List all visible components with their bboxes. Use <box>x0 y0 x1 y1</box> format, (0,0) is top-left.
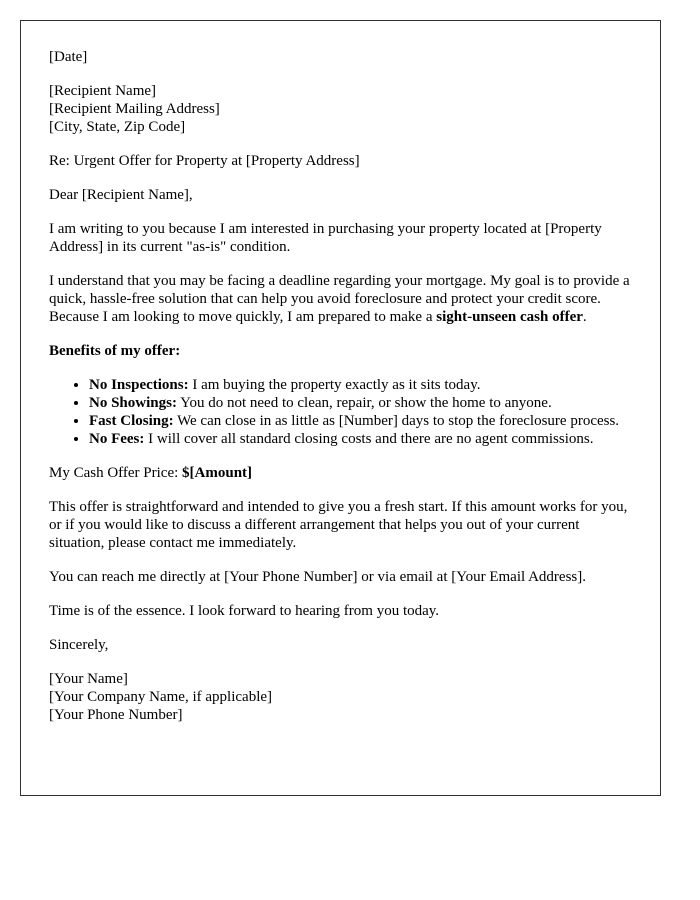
goal-paragraph-text: I understand that you may be facing a deadline regarding your mortgage. My goal is to provide a quick, hassle-free solution that can help you avoid foreclosure and protect your credit score. Because I am looking to move quickly, I am prepared to make a <box>49 273 630 325</box>
benefit-label: No Fees: <box>89 431 145 447</box>
benefit-item-no-showings <box>89 394 632 412</box>
benefits-heading-text: Benefits of my offer: <box>49 343 181 359</box>
benefit-label: Fast Closing: <box>89 413 174 429</box>
sender-name: [Your Name] <box>49 671 128 687</box>
urgency-paragraph: Time is of the essence. I look forward to hearing from you today. <box>49 603 440 619</box>
offer-price-label: My Cash Offer Price: <box>49 465 183 481</box>
subject-line: Re: Urgent Offer for Property at [Property Address] <box>49 153 360 169</box>
salutation: Dear [Recipient Name], <box>49 187 193 203</box>
benefit-item-no-fees <box>89 430 632 448</box>
benefit-label: No Showings: <box>89 395 177 411</box>
benefit-text: I will cover all standard closing costs and there are no agent commissions. <box>144 431 594 447</box>
sign-off: Sincerely, <box>49 637 109 653</box>
recipient-block <box>49 82 632 136</box>
benefit-text: We can close in as little as [Number] days to stop the foreclosure process. <box>173 413 620 429</box>
goal-paragraph <box>49 272 632 326</box>
goal-paragraph-bold: sight-unseen cash offer <box>436 309 583 325</box>
offer-price <box>49 464 632 482</box>
intro-paragraph: I am writing to you because I am interested in purchasing your property located at [Property Address] in its current "as-is" condition. <box>49 221 602 255</box>
benefits-heading <box>49 342 632 360</box>
contact-paragraph: You can reach me directly at [Your Phone Number] or via email at [Your Email Address]. <box>49 569 586 585</box>
benefit-text: You do not need to clean, repair, or show the home to anyone. <box>176 395 552 411</box>
benefit-item-no-inspections <box>89 376 632 394</box>
closing-paragraph: This offer is straightforward and intended to give you a fresh start. If this amount works for you, or if you would like to discuss a different arrangement that helps you out of your current situation, please contact me immediately. <box>49 499 628 551</box>
sender-block <box>49 670 632 724</box>
letter-date: [Date] <box>49 49 88 65</box>
benefit-item-fast-closing <box>89 412 632 430</box>
benefits-list <box>49 376 632 448</box>
offer-price-amount: $[Amount] <box>182 465 253 481</box>
sender-phone: [Your Phone Number] <box>49 707 183 723</box>
benefit-text: I am buying the property exactly as it sits today. <box>188 377 481 393</box>
letter-page <box>20 20 661 796</box>
benefit-label: No Inspections: <box>89 377 189 393</box>
recipient-mailing-address: [Recipient Mailing Address] <box>49 101 220 117</box>
recipient-name: [Recipient Name] <box>49 83 157 99</box>
sender-company: [Your Company Name, if applicable] <box>49 689 273 705</box>
recipient-city-state-zip: [City, State, Zip Code] <box>49 119 186 135</box>
goal-paragraph-end: . <box>582 309 587 325</box>
